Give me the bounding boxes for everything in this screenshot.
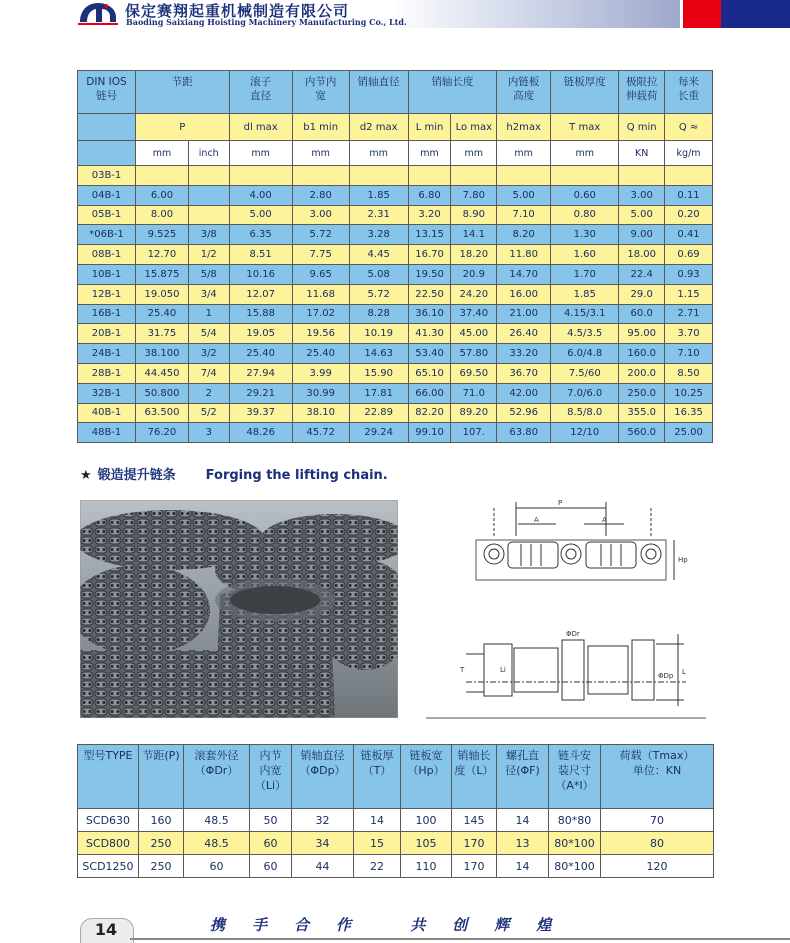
table-cell: 11.68 bbox=[292, 284, 349, 304]
table-cell: 69.50 bbox=[451, 363, 497, 383]
table-cell: 10.25 bbox=[665, 383, 713, 403]
header-weight-per-meter: 每米 长重 bbox=[665, 71, 713, 114]
header-red-block bbox=[683, 0, 721, 28]
symbol-cell: dl max bbox=[229, 114, 292, 141]
unit-cell: kg/m bbox=[665, 141, 713, 166]
table-row bbox=[78, 284, 713, 304]
table-cell: 39.37 bbox=[229, 403, 292, 423]
table-cell: 12.70 bbox=[136, 245, 189, 265]
chain-no-cell: 40B-1 bbox=[78, 403, 136, 423]
table-cell: 14.70 bbox=[497, 264, 551, 284]
table-cell: 6.35 bbox=[229, 225, 292, 245]
table-cell: 38.100 bbox=[136, 344, 189, 364]
table-cell bbox=[619, 166, 665, 186]
table-cell: 22.50 bbox=[408, 284, 451, 304]
table-cell: 38.10 bbox=[292, 403, 349, 423]
table-cell: 57.80 bbox=[451, 344, 497, 364]
table-row bbox=[78, 245, 713, 265]
table-cell: 1.70 bbox=[551, 264, 619, 284]
table-cell: 2.71 bbox=[665, 304, 713, 324]
table-cell bbox=[349, 166, 408, 186]
table-cell: 89.20 bbox=[451, 403, 497, 423]
table-cell bbox=[229, 166, 292, 186]
table-cell: 18.00 bbox=[619, 245, 665, 265]
table-cell: 76.20 bbox=[136, 423, 189, 443]
table-cell: 60 bbox=[184, 855, 250, 878]
table-cell bbox=[497, 166, 551, 186]
table-row bbox=[78, 205, 713, 225]
section-title bbox=[80, 464, 388, 483]
table-cell: 0.93 bbox=[665, 264, 713, 284]
table-row bbox=[78, 809, 714, 832]
table-cell: 60 bbox=[250, 855, 292, 878]
table-row bbox=[78, 832, 714, 855]
table-cell: 29.24 bbox=[349, 423, 408, 443]
table-cell: 70 bbox=[601, 809, 714, 832]
table-row bbox=[78, 304, 713, 324]
header-pitch: 节距(P) bbox=[139, 745, 184, 809]
table-cell: 14 bbox=[354, 809, 401, 832]
drawing-label-hp: Hp bbox=[678, 556, 688, 564]
table-cell: 0.69 bbox=[665, 245, 713, 265]
table-cell: 5/8 bbox=[188, 264, 229, 284]
section-title-en: Forging the lifting chain. bbox=[205, 468, 388, 483]
table-cell: 3/8 bbox=[188, 225, 229, 245]
table-cell: 8.5/8.0 bbox=[551, 403, 619, 423]
table-cell: 1.15 bbox=[665, 284, 713, 304]
forged-chain-photo bbox=[80, 500, 398, 718]
din-chain-spec-table bbox=[77, 70, 713, 443]
type-cell: SCD1250 bbox=[78, 855, 139, 878]
table-cell: 8.20 bbox=[497, 225, 551, 245]
table1-header-row bbox=[78, 71, 713, 114]
table-cell: 0.41 bbox=[665, 225, 713, 245]
table-cell: 5/4 bbox=[188, 324, 229, 344]
table-cell: 200.0 bbox=[619, 363, 665, 383]
table-cell: 25.40 bbox=[229, 344, 292, 364]
chain-no-cell: 32B-1 bbox=[78, 383, 136, 403]
table-cell: 3.00 bbox=[619, 185, 665, 205]
table-cell: 0.80 bbox=[551, 205, 619, 225]
table-cell: 10.19 bbox=[349, 324, 408, 344]
table-cell: 8.51 bbox=[229, 245, 292, 265]
symbol-cell: Lo max bbox=[451, 114, 497, 141]
table-cell: 7.75 bbox=[292, 245, 349, 265]
table-row bbox=[78, 166, 713, 186]
table-cell: 53.40 bbox=[408, 344, 451, 364]
table1-unit-row bbox=[78, 141, 713, 166]
table-cell: 355.0 bbox=[619, 403, 665, 423]
table-cell: 1.85 bbox=[349, 185, 408, 205]
chain-no-cell: 10B-1 bbox=[78, 264, 136, 284]
table-cell: 4.15/3.1 bbox=[551, 304, 619, 324]
table-cell: 16.00 bbox=[497, 284, 551, 304]
table-cell: 25.40 bbox=[292, 344, 349, 364]
table-cell: 5.00 bbox=[497, 185, 551, 205]
table-row bbox=[78, 264, 713, 284]
table-cell: 9.525 bbox=[136, 225, 189, 245]
table-cell: 107. bbox=[451, 423, 497, 443]
table-cell: 36.10 bbox=[408, 304, 451, 324]
table-cell: 1 bbox=[188, 304, 229, 324]
unit-cell: mm bbox=[229, 141, 292, 166]
table-cell: 80 bbox=[601, 832, 714, 855]
table-cell: 2.31 bbox=[349, 205, 408, 225]
chain-no-cell: 48B-1 bbox=[78, 423, 136, 443]
table-cell: 4.45 bbox=[349, 245, 408, 265]
table-cell: 52.96 bbox=[497, 403, 551, 423]
star-icon: ★ bbox=[80, 468, 92, 483]
table-cell: 29.0 bbox=[619, 284, 665, 304]
table-cell: 34 bbox=[292, 832, 354, 855]
table-cell: 3/4 bbox=[188, 284, 229, 304]
drawing-label-t: T bbox=[460, 666, 465, 674]
table-cell: 5.00 bbox=[229, 205, 292, 225]
table-cell: 36.70 bbox=[497, 363, 551, 383]
unit-cell: mm bbox=[292, 141, 349, 166]
drawing-label-pitch: P bbox=[558, 499, 563, 507]
table-row bbox=[78, 225, 713, 245]
header-load: 荷载（Tmax） 单位：KN bbox=[601, 745, 714, 809]
table-cell: 17.81 bbox=[349, 383, 408, 403]
table-cell: 3.00 bbox=[292, 205, 349, 225]
table-cell: 8.28 bbox=[349, 304, 408, 324]
table-row bbox=[78, 363, 713, 383]
unit-cell-blank bbox=[78, 141, 136, 166]
table-cell: 9.00 bbox=[619, 225, 665, 245]
header-bush-diameter: 滚套外径 （ΦDr） bbox=[184, 745, 250, 809]
table-cell: 3.70 bbox=[665, 324, 713, 344]
chain-no-cell: 20B-1 bbox=[78, 324, 136, 344]
header-bolt-hole: 螺孔直 径(ΦF) bbox=[497, 745, 549, 809]
header-blue-block bbox=[721, 0, 790, 28]
symbol-cell-blank bbox=[78, 114, 136, 141]
table-cell: 33.20 bbox=[497, 344, 551, 364]
drawing-label-l: L bbox=[682, 668, 686, 676]
table-cell: 2.80 bbox=[292, 185, 349, 205]
chain-no-cell: 16B-1 bbox=[78, 304, 136, 324]
symbol-cell: Q ≈ bbox=[665, 114, 713, 141]
header-plate-height: 内链板 高度 bbox=[497, 71, 551, 114]
type-cell: SCD630 bbox=[78, 809, 139, 832]
table-cell: 19.05 bbox=[229, 324, 292, 344]
table-cell: 13.15 bbox=[408, 225, 451, 245]
symbol-cell: P bbox=[136, 114, 230, 141]
table-cell: 250 bbox=[139, 855, 184, 878]
table-cell: 0.11 bbox=[665, 185, 713, 205]
table-cell: 16.70 bbox=[408, 245, 451, 265]
table-cell: 15.875 bbox=[136, 264, 189, 284]
table-cell: 5.08 bbox=[349, 264, 408, 284]
unit-cell: mm bbox=[551, 141, 619, 166]
symbol-cell: d2 max bbox=[349, 114, 408, 141]
table-row bbox=[78, 185, 713, 205]
type-cell: SCD800 bbox=[78, 832, 139, 855]
table-cell: 8.90 bbox=[451, 205, 497, 225]
table-cell: 71.0 bbox=[451, 383, 497, 403]
table-cell: 14.63 bbox=[349, 344, 408, 364]
table-cell: 19.50 bbox=[408, 264, 451, 284]
table-cell: 3.28 bbox=[349, 225, 408, 245]
unit-cell: inch bbox=[188, 141, 229, 166]
section-title-cn: 锻造提升链条 bbox=[97, 468, 176, 483]
table-cell: 19.56 bbox=[292, 324, 349, 344]
table-cell: 41.30 bbox=[408, 324, 451, 344]
table-cell bbox=[665, 166, 713, 186]
table-cell: 7.10 bbox=[665, 344, 713, 364]
table-cell: 26.40 bbox=[497, 324, 551, 344]
drawing-label-a2: A bbox=[602, 516, 607, 524]
header-plate-thickness: 链板厚 （T） bbox=[354, 745, 401, 809]
symbol-cell: L min bbox=[408, 114, 451, 141]
table-cell: 31.75 bbox=[136, 324, 189, 344]
table1-body bbox=[78, 166, 713, 443]
table-cell: 50.800 bbox=[136, 383, 189, 403]
chain-no-cell: *06B-1 bbox=[78, 225, 136, 245]
table-cell: 9.65 bbox=[292, 264, 349, 284]
table-cell: 1.30 bbox=[551, 225, 619, 245]
table-cell: 560.0 bbox=[619, 423, 665, 443]
table-cell: 105 bbox=[401, 832, 452, 855]
table-cell: 25.00 bbox=[665, 423, 713, 443]
table-row bbox=[78, 324, 713, 344]
chain-technical-drawing bbox=[406, 496, 716, 722]
unit-cell: mm bbox=[136, 141, 189, 166]
table-row bbox=[78, 344, 713, 364]
table-cell: 7.5/60 bbox=[551, 363, 619, 383]
table2-body bbox=[78, 809, 714, 878]
table-cell: 6.80 bbox=[408, 185, 451, 205]
table-cell: 95.00 bbox=[619, 324, 665, 344]
header-inner-width: 内节内 宽 bbox=[292, 71, 349, 114]
drawing-label-dp: ΦDp bbox=[658, 672, 674, 680]
table-cell: 66.00 bbox=[408, 383, 451, 403]
table-cell: 8.00 bbox=[136, 205, 189, 225]
symbol-cell: T max bbox=[551, 114, 619, 141]
table-cell: 3/2 bbox=[188, 344, 229, 364]
table-cell: 5/2 bbox=[188, 403, 229, 423]
table-cell: 25.40 bbox=[136, 304, 189, 324]
table-cell: 24.20 bbox=[451, 284, 497, 304]
header-type: 型号TYPE bbox=[78, 745, 139, 809]
company-logo-icon bbox=[76, 0, 120, 26]
drawing-label-a1: A bbox=[534, 516, 539, 524]
table-cell: 14 bbox=[497, 809, 549, 832]
header-tensile-load: 极限拉 伸载荷 bbox=[619, 71, 665, 114]
table-cell: 29.21 bbox=[229, 383, 292, 403]
table-cell: 13 bbox=[497, 832, 549, 855]
table-cell: 44.450 bbox=[136, 363, 189, 383]
table-cell: 6.0/4.8 bbox=[551, 344, 619, 364]
table-cell: 250 bbox=[139, 832, 184, 855]
table2-header-row bbox=[78, 745, 714, 809]
table-cell: 18.20 bbox=[451, 245, 497, 265]
unit-cell: mm bbox=[497, 141, 551, 166]
table-cell: 11.80 bbox=[497, 245, 551, 265]
table-cell: 4.5/3.5 bbox=[551, 324, 619, 344]
table-cell: 19.050 bbox=[136, 284, 189, 304]
table-cell bbox=[188, 205, 229, 225]
table-cell: 5.72 bbox=[349, 284, 408, 304]
table-cell: 99.10 bbox=[408, 423, 451, 443]
table-cell: 110 bbox=[401, 855, 452, 878]
table-cell: 5.72 bbox=[292, 225, 349, 245]
table-row bbox=[78, 423, 713, 443]
chain-no-cell: 08B-1 bbox=[78, 245, 136, 265]
header-plate-width: 链板宽 （Hp） bbox=[401, 745, 452, 809]
table-row bbox=[78, 855, 714, 878]
table1-symbol-row bbox=[78, 114, 713, 141]
drawing-label-dr: ΦDr bbox=[566, 630, 580, 638]
page-number: 14 bbox=[94, 920, 118, 939]
table-cell: 42.00 bbox=[497, 383, 551, 403]
table-cell: 170 bbox=[452, 832, 497, 855]
footer-rule bbox=[130, 938, 790, 940]
table-cell: 32 bbox=[292, 809, 354, 832]
chain-no-cell: 28B-1 bbox=[78, 363, 136, 383]
table-cell bbox=[136, 166, 189, 186]
table-cell: 82.20 bbox=[408, 403, 451, 423]
table-cell: 0.60 bbox=[551, 185, 619, 205]
table-cell bbox=[188, 166, 229, 186]
unit-cell: mm bbox=[408, 141, 451, 166]
chain-no-cell: 04B-1 bbox=[78, 185, 136, 205]
table-cell bbox=[551, 166, 619, 186]
table-cell: 63.500 bbox=[136, 403, 189, 423]
symbol-cell: h2max bbox=[497, 114, 551, 141]
unit-cell: KN bbox=[619, 141, 665, 166]
table-cell: 63.80 bbox=[497, 423, 551, 443]
table-cell: 12.07 bbox=[229, 284, 292, 304]
table-cell: 22.89 bbox=[349, 403, 408, 423]
table-cell: 12/10 bbox=[551, 423, 619, 443]
table-cell: 7.10 bbox=[497, 205, 551, 225]
header-plate-thickness: 链板厚度 bbox=[551, 71, 619, 114]
header-pin-length: 销轴长 度（L） bbox=[452, 745, 497, 809]
table-cell: 16.35 bbox=[665, 403, 713, 423]
table-cell: 14.1 bbox=[451, 225, 497, 245]
table-cell: 27.94 bbox=[229, 363, 292, 383]
table-cell: 15 bbox=[354, 832, 401, 855]
table-cell: 48.26 bbox=[229, 423, 292, 443]
table-cell: 1/2 bbox=[188, 245, 229, 265]
table-cell: 3.20 bbox=[408, 205, 451, 225]
table-cell: 7.0/6.0 bbox=[551, 383, 619, 403]
table-cell bbox=[408, 166, 451, 186]
table-cell bbox=[451, 166, 497, 186]
header-gradient-band bbox=[390, 0, 680, 28]
table-cell: 6.00 bbox=[136, 185, 189, 205]
table-cell: 17.02 bbox=[292, 304, 349, 324]
table-cell: 21.00 bbox=[497, 304, 551, 324]
table-cell bbox=[188, 185, 229, 205]
table-cell: 22.4 bbox=[619, 264, 665, 284]
header-pin-diameter: 销轴直径 bbox=[349, 71, 408, 114]
table-cell: 14 bbox=[497, 855, 549, 878]
table-row bbox=[78, 383, 713, 403]
chain-no-cell: 05B-1 bbox=[78, 205, 136, 225]
table-cell bbox=[292, 166, 349, 186]
table-cell: 5.00 bbox=[619, 205, 665, 225]
table-cell: 145 bbox=[452, 809, 497, 832]
table-cell: 15.90 bbox=[349, 363, 408, 383]
table-cell: 80*100 bbox=[549, 832, 601, 855]
table-cell: 45.72 bbox=[292, 423, 349, 443]
drawing-label-li: Li bbox=[500, 666, 506, 674]
chain-no-cell: 24B-1 bbox=[78, 344, 136, 364]
page-header bbox=[0, 0, 790, 32]
table-cell: 160 bbox=[139, 809, 184, 832]
symbol-cell: Q min bbox=[619, 114, 665, 141]
table-cell: 250.0 bbox=[619, 383, 665, 403]
table-cell: 4.00 bbox=[229, 185, 292, 205]
header-inner-width: 内节 内宽 （Li） bbox=[250, 745, 292, 809]
table-cell: 10.16 bbox=[229, 264, 292, 284]
unit-cell: mm bbox=[349, 141, 408, 166]
header-chain-no: DIN IOS 链号 bbox=[78, 71, 136, 114]
table-cell: 48.5 bbox=[184, 832, 250, 855]
table-cell: 60.0 bbox=[619, 304, 665, 324]
table-cell: 0.20 bbox=[665, 205, 713, 225]
table-cell: 3 bbox=[188, 423, 229, 443]
table-cell: 80*100 bbox=[549, 855, 601, 878]
table-cell: 80*80 bbox=[549, 809, 601, 832]
company-name-cn: 保定赛翔起重机械制造有限公司 bbox=[125, 2, 350, 20]
table-cell: 1.85 bbox=[551, 284, 619, 304]
header-roller-diameter: 滚子 直径 bbox=[229, 71, 292, 114]
table-cell: 20.9 bbox=[451, 264, 497, 284]
header-pin-diameter: 销轴直径 （ΦDp） bbox=[292, 745, 354, 809]
table-cell: 160.0 bbox=[619, 344, 665, 364]
table-cell: 15.88 bbox=[229, 304, 292, 324]
chain-no-cell: 12B-1 bbox=[78, 284, 136, 304]
table-cell: 1.60 bbox=[551, 245, 619, 265]
table-cell: 170 bbox=[452, 855, 497, 878]
unit-cell: mm bbox=[451, 141, 497, 166]
table-cell: 100 bbox=[401, 809, 452, 832]
table-cell: 30.99 bbox=[292, 383, 349, 403]
table-cell: 48.5 bbox=[184, 809, 250, 832]
table-cell: 120 bbox=[601, 855, 714, 878]
table-cell: 3.99 bbox=[292, 363, 349, 383]
forged-chain-spec-table bbox=[77, 744, 714, 878]
chain-no-cell: 03B-1 bbox=[78, 166, 136, 186]
table-cell: 50 bbox=[250, 809, 292, 832]
table-cell: 8.50 bbox=[665, 363, 713, 383]
table-cell: 60 bbox=[250, 832, 292, 855]
table-cell: 37.40 bbox=[451, 304, 497, 324]
table-cell: 7/4 bbox=[188, 363, 229, 383]
footer-slogan: 携手合作 共创辉煌 bbox=[210, 916, 579, 934]
table-cell: 7.80 bbox=[451, 185, 497, 205]
table-cell: 22 bbox=[354, 855, 401, 878]
header-pitch: 节距 bbox=[136, 71, 230, 114]
header-bucket-mount: 链斗安 装尺寸 （A*I） bbox=[549, 745, 601, 809]
table-cell: 65.10 bbox=[408, 363, 451, 383]
table-row bbox=[78, 403, 713, 423]
symbol-cell: b1 min bbox=[292, 114, 349, 141]
table-cell: 2 bbox=[188, 383, 229, 403]
table-cell: 45.00 bbox=[451, 324, 497, 344]
company-name-en: Baoding Saixiang Hoisting Machinery Manufacturing Co., Ltd. bbox=[126, 17, 407, 27]
table-cell: 44 bbox=[292, 855, 354, 878]
header-pin-length: 销轴长度 bbox=[408, 71, 497, 114]
